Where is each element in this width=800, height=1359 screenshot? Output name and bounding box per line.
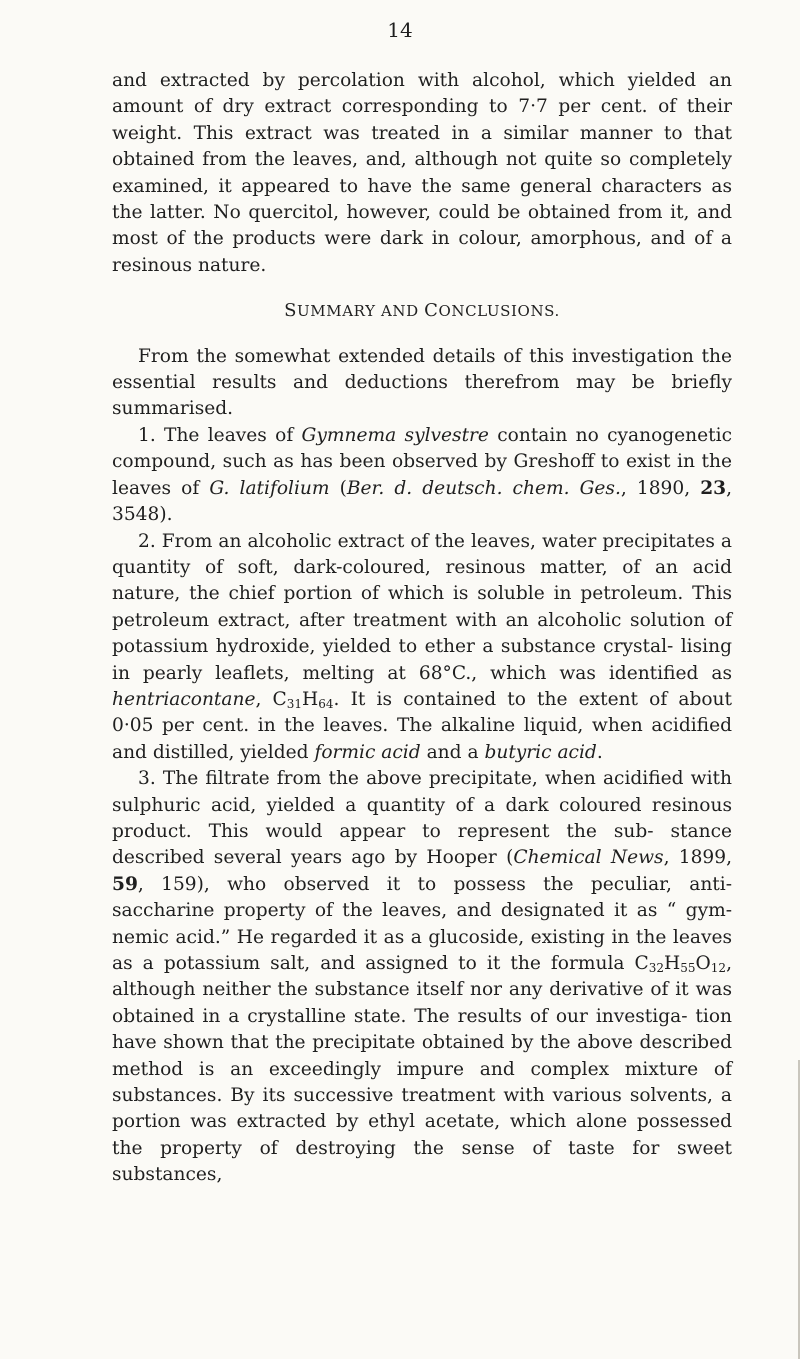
item1-text-4: , 1890, bbox=[620, 477, 701, 499]
item3-text-5: O bbox=[695, 953, 711, 974]
item2-subscript-1: 31 bbox=[286, 696, 303, 711]
item3-citation-journal: Chemical News bbox=[513, 847, 664, 869]
item1-citation-volume: 23 bbox=[700, 477, 727, 499]
page-number: 14 bbox=[387, 18, 413, 42]
page-body bbox=[112, 68, 732, 1189]
item3-text-2: , 1899, bbox=[663, 847, 732, 869]
heading-rest-1: UMMARY AND bbox=[297, 302, 425, 321]
item3-text-1: 3. The filtrate from the above precipitate, when acidified with sulphuric acid, yielded a quantity of a dark coloured resinous product. This would appear to represent the sub- stance described several years ago by Hooper ( bbox=[112, 768, 732, 869]
section-heading bbox=[112, 298, 732, 324]
item3-subscript-3: 12 bbox=[710, 961, 727, 975]
item3-text-6: , although neither the substance itself nor any derivative of it was obtained in a crystalline state. The results of our investiga- tion have shown that the precipitate obtained by the above described method is an exceedingly impure and complex mixture of substances. By its successive treatment with various solvents, a portion was extracted by ethyl acetate, which alone possessed the property of destroying the sense of taste for sweet substances, bbox=[112, 953, 732, 1186]
heading-cap-2: C bbox=[424, 300, 439, 322]
item2-compound: hentriacontane bbox=[112, 688, 256, 710]
item2-text-3: H bbox=[302, 688, 319, 710]
item3-subscript-1: 32 bbox=[648, 961, 665, 975]
conclusion-item-3 bbox=[112, 766, 732, 1189]
item3-subscript-2: 55 bbox=[680, 961, 696, 975]
item2-butyric-acid: butyric acid bbox=[484, 741, 597, 763]
conclusion-item-2 bbox=[112, 529, 732, 767]
intro-paragraph: and extracted by percolation with alcohol, which yielded an amount of dry extract corresponding to 7·7 per cent. of their weight. This extract was treated in a similar manner to that obtained from the leaves, and, although not quite so completely examined, it appeared to have the same general characters as the latter. No quercitol, however, could be obtained from it, and most of the products were dark in colour, amorphous, and of a resinous nature. bbox=[112, 70, 732, 276]
item2-subscript-2: 64 bbox=[318, 696, 334, 711]
heading-rest-2: ONCLUSIONS. bbox=[438, 302, 560, 321]
heading-cap-1: S bbox=[284, 300, 298, 322]
item3-text-4: H bbox=[664, 953, 681, 974]
summary-intro: From the somewhat extended details of this investigation the essential results and deductions therefrom may be briefly summarised. bbox=[112, 345, 732, 420]
item2-text-6: . bbox=[596, 741, 603, 763]
item2-formic-acid: formic acid bbox=[314, 741, 421, 763]
item1-text-1: 1. The leaves of bbox=[138, 424, 302, 446]
item1-species-2: G. latifolium bbox=[209, 477, 330, 499]
item2-text-1: 2. From an alcoholic extract of the leaves, water precipitates a quantity of soft, dark-coloured, resinous matter, of an acid nature, the chief portion of which is soluble in petroleum. This petroleum extract, after treatment with an alcoholic solution of potassium hydroxide, yielded to ether a substance crystal- lising in pearly leaflets, melting at 68°C., which was identified as bbox=[112, 530, 732, 684]
item2-text-4: . It is contained to the extent of about 0·05 per cent. in the leaves. The alkaline liquid, when acidified and distilled, yielded bbox=[112, 688, 732, 763]
item2-text-2: , C bbox=[255, 688, 287, 710]
item1-species: Gymnema sylvestre bbox=[301, 424, 489, 446]
item1-text-2: contain no cyanogenetic compound, such as has been observed by Greshoff to exist in the leaves of bbox=[112, 424, 732, 499]
conclusion-item-1 bbox=[112, 423, 732, 529]
item3-text-3: , 159), who observed it to possess the peculiar, anti- saccharine property of the leaves, and designated it as “ gym- nemic acid.” He regarded it as a glucoside, existing in the leaves as a potassium salt, and assigned to it the formula C bbox=[112, 873, 732, 974]
item3-citation-volume: 59 bbox=[112, 873, 138, 895]
item1-citation-journal: Ber. d. deutsch. chem. Ges. bbox=[346, 477, 621, 499]
item1-text-5: , 3548). bbox=[112, 477, 733, 526]
item1-text-3: ( bbox=[329, 477, 347, 499]
item2-text-5: and a bbox=[420, 741, 485, 763]
